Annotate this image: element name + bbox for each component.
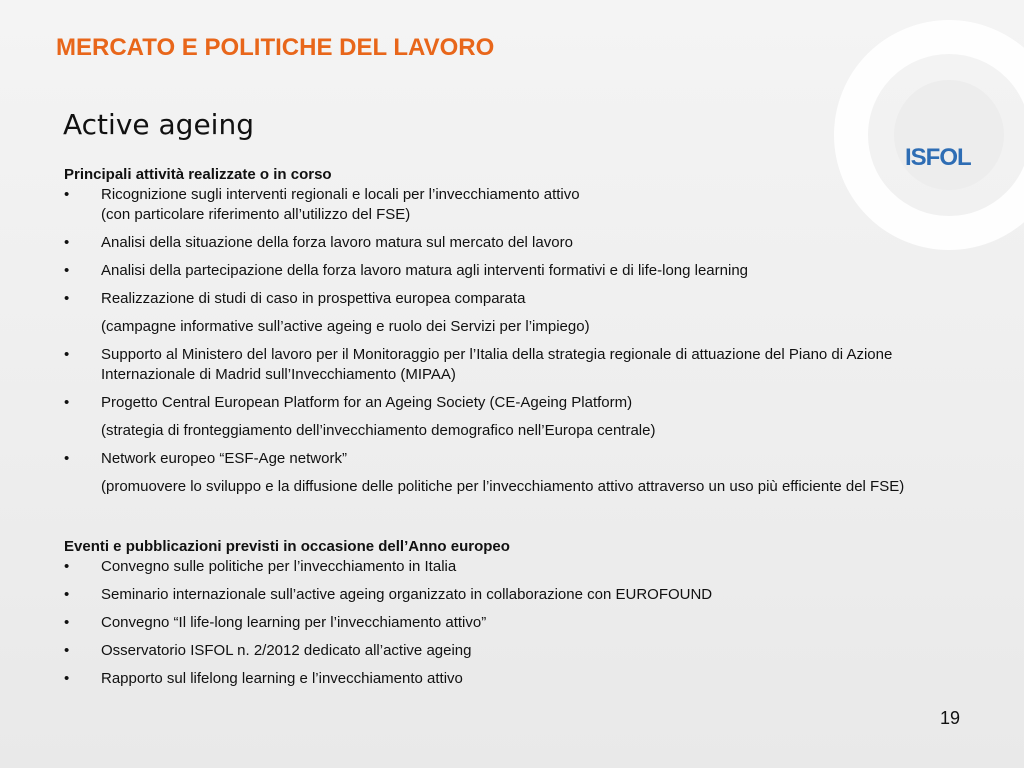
bullet-icon: • [64, 186, 70, 203]
list-item [64, 449, 954, 497]
list-item-subtext: (promuovere lo sviluppo e la diffusione delle politiche per l’invecchiamento attivo attraverso un uso più efficiente del FSE) [101, 478, 905, 495]
list-item-text: Osservatorio ISFOL n. 2/2012 dedicato all’active ageing [101, 642, 472, 659]
bullet-icon: • [64, 394, 70, 411]
list-item-text: Supporto al Ministero del lavoro per il Monitoraggio per l’Italia della strategia regionale di attuazione del Piano di Azione Internazionale di Madrid sull’Invecchiamento (MIPAA) [101, 346, 893, 383]
list-item [64, 289, 954, 337]
bullet-icon: • [64, 290, 70, 307]
bullet-icon: • [64, 642, 70, 659]
list-item-text: Convegno “Il life-long learning per l’invecchiamento attivo” [101, 614, 487, 631]
slide-subtitle: Active ageing [63, 108, 254, 141]
bullet-icon: • [64, 558, 70, 575]
list-item [64, 261, 954, 281]
bullet-icon: • [64, 346, 70, 363]
bullet-icon: • [64, 262, 70, 279]
list-item-text: Seminario internazionale sull’active ageing organizzato in collaborazione con EUROFOUND [101, 586, 713, 603]
activities-list [64, 185, 954, 497]
page-number: 19 [940, 708, 961, 728]
bullet-icon: • [64, 586, 70, 603]
list-item-subtext: (con particolare riferimento all’utilizzo del FSE) [101, 206, 411, 223]
list-item-text: Analisi della partecipazione della forza lavoro matura agli interventi formativi e di life-long learning [101, 262, 749, 279]
list-item-text: Ricognizione sugli interventi regionali e locali per l’invecchiamento attivo [101, 186, 580, 203]
logo-text: ISFOL [905, 144, 971, 171]
slide-content [64, 165, 954, 689]
list-item [64, 557, 954, 577]
bullet-icon: • [64, 234, 70, 251]
list-item-text: Progetto Central European Platform for an Ageing Society (CE-Ageing Platform) [101, 394, 633, 411]
bullet-icon: • [64, 614, 70, 631]
list-item [64, 641, 954, 661]
list-item-text: Realizzazione di studi di caso in prospettiva europea comparata [101, 290, 526, 307]
list-item-text: Analisi della situazione della forza lavoro matura sul mercato del lavoro [101, 234, 573, 251]
list-item [64, 669, 954, 689]
section-heading-activities: Principali attività realizzate o in corso [64, 166, 332, 183]
slide-title: MERCATO E POLITICHE DEL LAVORO [56, 34, 495, 61]
list-item [64, 613, 954, 633]
list-item [64, 233, 954, 253]
bullet-icon: • [64, 670, 70, 687]
list-item-text: Network europeo “ESF-Age network” [101, 450, 347, 467]
list-item [64, 585, 954, 605]
list-item-text: Convegno sulle politiche per l’invecchiamento in Italia [101, 558, 457, 575]
events-list [64, 557, 954, 689]
list-item-subtext: (strategia di fronteggiamento dell’invecchiamento demografico nell’Europa centrale) [101, 422, 656, 439]
list-item-subtext: (campagne informative sull’active ageing e ruolo dei Servizi per l’impiego) [101, 318, 590, 335]
list-item [64, 393, 954, 441]
bullet-icon: • [64, 450, 70, 467]
section-heading-events: Eventi e pubblicazioni previsti in occasione dell’Anno europeo [64, 538, 510, 555]
list-item [64, 345, 954, 385]
list-item [64, 185, 954, 225]
list-item-text: Rapporto sul lifelong learning e l’invecchiamento attivo [101, 670, 463, 687]
